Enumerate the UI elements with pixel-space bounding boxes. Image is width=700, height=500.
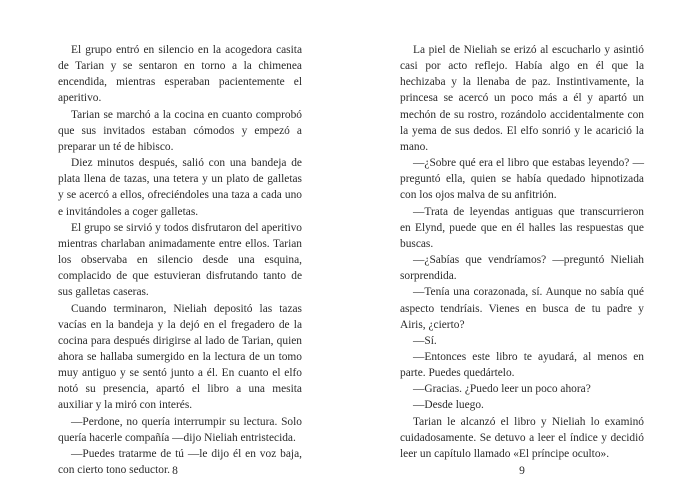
paragraph: Tarian le alcanzó el libro y Nieliah lo examinó cuidadosamente. Se detuvo a leer el índice y decidió leer un capítulo llamado «El príncipe oculto». [400, 415, 644, 460]
paragraph: —Tenía una corazonada, sí. Aunque no sabía qué aspecto tendríais. Vienes en busca de tu padre y Airis, ¿cierto? [400, 286, 644, 331]
paragraph: El grupo entró en silencio en la acogedora casita de Tarian y se sentaron en torno a la chimenea encendida, mientras esperaban pacientemente el aperitivo. [58, 44, 302, 105]
paragraph: Diez minutos después, salió con una bandeja de plata llena de tazas, una tetera y un plato de galletas y se acercó a ellos, ofreciéndoles una taza a cada uno e invitándoles a coger galletas. [58, 157, 302, 218]
paragraph: El grupo se sirvió y todos disfrutaron del aperitivo mientras charlaban animadamente entre ellos. Tarian los observaba en silencio desde una esquina, complacido de que estuvieran disfrutando tanto de sus galletas caseras. [58, 221, 302, 299]
paragraph: —Gracias. ¿Puedo leer un poco ahora? [413, 383, 591, 396]
paragraph: —Trata de leyendas antiguas que transcurrieron en Elynd, puede que en él halles las respuestas que buscas. [400, 205, 644, 250]
page-number: 8 [172, 465, 178, 477]
right-page [350, 0, 700, 500]
paragraph: Tarian se marchó a la cocina en cuanto comprobó que sus invitados estaban cómodos y empezó a preparar un té de hibisco. [58, 108, 302, 153]
paragraph: —Entonces este libro te ayudará, al menos en parte. Puedes quedártelo. [400, 350, 644, 380]
paragraph: —Desde luego. [413, 399, 484, 412]
left-page-text [58, 42, 302, 478]
paragraph: —¿Sabías que vendríamos? —preguntó Nieliah sorprendida. [400, 254, 644, 283]
paragraph: La piel de Nieliah se erizó al escucharlo y asintió casi por acto reflejo. Había algo en él que la hechizaba y la llenaba de paz. Instintivamente, la princesa se acercó un poco más a él y apartó un mechón de su rostro, rozándolo accidentalmente con la yema de sus dedos. El elfo sonrió y le acarició la mano. [400, 44, 644, 153]
paragraph: —Sí. [413, 334, 437, 347]
right-page-text [400, 42, 644, 462]
paragraph: —Perdone, no quería interrumpir su lectura. Solo quería hacerle compañía —dijo Nieliah entristecida. [58, 415, 302, 444]
paragraph: —Puedes tratarme de tú —le dijo él en voz baja, con cierto tono seductor. [58, 447, 302, 477]
page-number: 9 [519, 465, 525, 477]
paragraph: —¿Sobre qué era el libro que estabas leyendo? —preguntó ella, quien se había quedado hipnotizada con los ojos malva de su anfitrión. [400, 157, 644, 202]
paragraph: Cuando terminaron, Nieliah depositó las tazas vacías en la bandeja y la dejó en el fregadero de la cocina para después dirigirse al lado de Tarian, quien ahora se hallaba sumergido en la lectura de un tomo muy antiguo y se sentó junto a él. En cuanto el elfo notó su presencia, apartó el libro a una mesita auxiliar y la miró con interés. [58, 302, 302, 412]
